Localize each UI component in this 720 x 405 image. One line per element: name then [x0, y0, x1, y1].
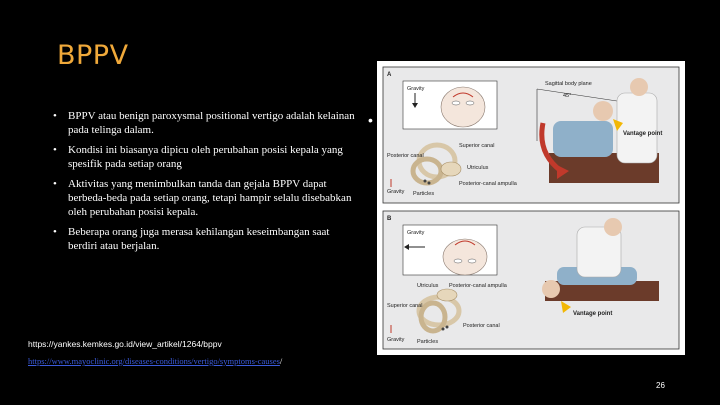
panel-a-letter: A [387, 72, 392, 78]
bullet-item [50, 143, 360, 171]
reference-2 [28, 356, 282, 366]
particles-label-b: Particles [417, 339, 439, 345]
gravity-label-b: Gravity [407, 230, 425, 236]
bullet-item [50, 177, 360, 219]
sagittal-plane-label: Sagittal body plane [545, 81, 592, 87]
bullet-dot: • [53, 110, 57, 122]
eye-right-b [468, 259, 476, 263]
page-number: 26 [656, 381, 665, 390]
vantage-label-a: Vantage point [623, 131, 663, 137]
bullet-text: Beberapa orang juga merasa kehilangan keseimbangan saat berdiri atau berjalan. [68, 226, 330, 252]
doctor-head-a [630, 78, 648, 96]
bullet-list [50, 109, 360, 259]
mayoclinic-link[interactable]: https://www.mayoclinic.org/diseases-conditions/vertigo/symptoms-causes [28, 356, 280, 366]
eye-left-a [452, 101, 460, 105]
bullet-item [50, 109, 360, 137]
superior-canal-label-a: Superior canal [459, 143, 495, 149]
gravity-label-a2: Gravity [387, 189, 405, 195]
utriculus-a [441, 162, 461, 176]
bullet-item [50, 225, 360, 253]
angle-label: 45° [563, 93, 572, 99]
utriculus-label-a: Utriculus [467, 165, 489, 171]
reference-2-suffix: / [279, 356, 283, 366]
side-bullet: • [368, 112, 373, 128]
particle [424, 180, 427, 183]
bullet-text: BPPV atau benign paroxysmal positional vertigo adalah kelainan pada telinga dalam. [68, 110, 355, 136]
patient-head-a [593, 101, 613, 121]
bppv-illustration [377, 61, 685, 355]
utriculus-b [437, 289, 457, 301]
reference-1: https://yankes.kemkes.go.id/view_artikel/1264/bppv [28, 339, 222, 349]
doctor-a [617, 93, 657, 163]
panel-b-letter: B [387, 216, 392, 222]
gravity-label-b2: Gravity [387, 337, 405, 343]
particle [446, 326, 449, 329]
face-b [443, 239, 487, 275]
superior-canal-label-b: Superior canal [387, 303, 423, 309]
eye-right-a [466, 101, 474, 105]
particles-label-a: Particles [413, 191, 435, 197]
posterior-canal-label-a: Posterior canal [387, 153, 424, 159]
vantage-label-b: Vantage point [573, 311, 613, 317]
slide-title: BPPV [57, 40, 129, 71]
patient-body-a [553, 121, 613, 157]
doctor-head-b [604, 218, 622, 236]
utriculus-label-b: Utriculus [417, 283, 439, 289]
particle [442, 328, 445, 331]
ampulla-label-b: Posterior-canal ampulla [449, 283, 507, 289]
bppv-figure [377, 61, 685, 355]
bullet-dot: • [53, 226, 57, 238]
ampulla-label-a: Posterior-canal ampulla [459, 181, 517, 187]
gravity-label-a: Gravity [407, 86, 425, 92]
posterior-canal-label-b: Posterior canal [463, 323, 500, 329]
eye-left-b [454, 259, 462, 263]
bullet-text: Kondisi ini biasanya dipicu oleh perubahan posisi kepala yang spesifik pada setiap orang [68, 144, 343, 170]
bullet-text: Aktivitas yang menimbulkan tanda dan gejala BPPV dapat berbeda-beda pada setiap orang, tetapi hampir selalu disebabkan oleh perubahan posisi kepala. [68, 178, 352, 218]
particle [428, 182, 431, 185]
patient-head-b [542, 280, 560, 298]
bullet-dot: • [53, 178, 57, 190]
bullet-dot: • [53, 144, 57, 156]
